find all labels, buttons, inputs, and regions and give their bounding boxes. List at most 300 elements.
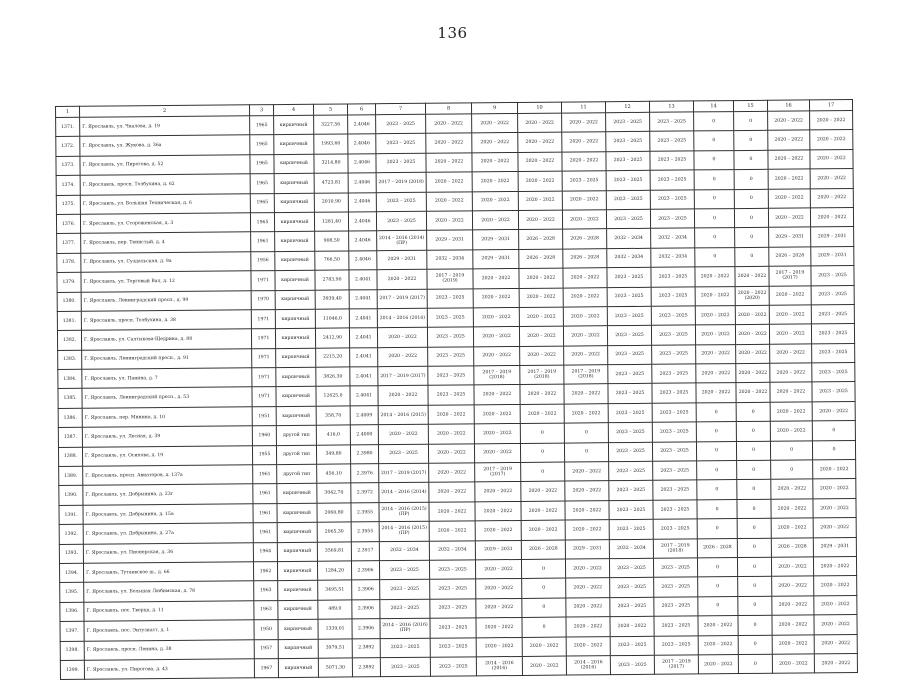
- table-cell: 2026 – 2028: [519, 229, 563, 249]
- table-cell: 1965: [250, 116, 274, 136]
- table-cell: 2020 – 2022: [474, 424, 520, 444]
- table-cell: 2020 – 2022: [472, 133, 518, 153]
- column-header: 17: [809, 100, 852, 111]
- table-cell: 1378.: [57, 253, 81, 273]
- table-cell: 2020 – 2022: [519, 288, 563, 308]
- table-cell: 2020 – 2022: [768, 111, 810, 131]
- table-cell: 0: [738, 615, 772, 635]
- table-cell: 2023 – 2025: [608, 345, 652, 365]
- table-cell: 2.4046: [348, 115, 376, 135]
- table-cell: 1390.: [59, 486, 83, 506]
- table-cell: 1971: [252, 368, 276, 388]
- table-cell: другой тип: [276, 425, 316, 445]
- table-cell: 2017 – 2019 (2017): [379, 463, 429, 483]
- table-cell: кирпичный: [274, 173, 314, 193]
- table-cell: Г. Ярославль, ул. Добрынина, д. 27а: [83, 523, 253, 544]
- table-cell: Г. Ярославль, Тутаевское ш., д. 66: [83, 562, 253, 583]
- table-cell: 2020 – 2022: [810, 149, 853, 169]
- table-cell: 2014 – 2016 (2016): [476, 656, 522, 676]
- table-cell: 2023 – 2025: [376, 153, 426, 173]
- table-cell: 2023 – 2025: [609, 481, 653, 501]
- table-cell: 1392.: [59, 524, 83, 544]
- table-cell: 2020 – 2022: [429, 521, 475, 541]
- column-header: 16: [767, 100, 809, 111]
- table-cell: 1960: [252, 426, 276, 446]
- table-cell: кирпичный: [277, 522, 317, 542]
- table-cell: 2020 – 2022: [521, 520, 565, 540]
- column-header: 10: [517, 102, 561, 113]
- table-cell: 5071,30: [318, 658, 352, 678]
- table-cell: 2020 – 2022: [426, 211, 472, 231]
- table-cell: 2020 – 2022: [563, 268, 607, 288]
- table-cell: 2020 – 2022: [698, 616, 738, 636]
- table-cell: 2029 – 2031: [811, 246, 854, 266]
- table-cell: 2.3917: [351, 541, 379, 561]
- table-cell: 1967: [254, 659, 278, 679]
- table-cell: 2017 – 2019 (2019): [427, 269, 473, 289]
- column-header: 7: [375, 103, 425, 114]
- table-cell: Г. Ярославль, ул. Пионерская, д. 36: [83, 542, 253, 563]
- table-cell: 2026 – 2028: [519, 249, 563, 269]
- table-cell: 2020 – 2022: [475, 501, 521, 521]
- table-cell: 2023 – 2025: [608, 423, 652, 443]
- table-cell: 1971: [252, 348, 276, 368]
- table-cell: 1963: [254, 581, 278, 601]
- table-cell: 2020 – 2022: [429, 463, 475, 483]
- table-cell: Г. Ярославль, Ленинградский просп., д. 99: [81, 290, 251, 311]
- table-cell: 2020 – 2022: [810, 207, 853, 227]
- table-cell: 2020 – 2022: [472, 191, 518, 211]
- table-cell: кирпичный: [275, 232, 315, 252]
- table-cell: кирпичный: [274, 212, 314, 232]
- table-cell: 2023 – 2025: [652, 403, 696, 423]
- table-cell: 2.4041: [349, 270, 377, 290]
- table-cell: 2014 – 2016 (2015): [378, 405, 428, 425]
- table-cell: 2023 – 2025: [428, 385, 474, 405]
- table-cell: 0: [735, 228, 769, 248]
- table-cell: 2026 – 2028: [769, 247, 811, 267]
- column-header: 9: [471, 102, 517, 113]
- table-cell: 1379.: [57, 272, 81, 292]
- table-cell: 0: [737, 499, 771, 519]
- table-cell: кирпичный: [278, 581, 318, 601]
- table-cell: 2020 – 2022: [814, 634, 857, 654]
- table-cell: 2020 – 2022: [426, 172, 472, 192]
- table-cell: 2.3972: [351, 483, 379, 503]
- table-cell: 2020 – 2022: [518, 152, 562, 172]
- table-cell: 1381.: [57, 311, 81, 331]
- table-cell: 2020 – 2022: [813, 498, 856, 518]
- table-cell: 1951: [252, 406, 276, 426]
- table-cell: 1281,40: [314, 212, 348, 232]
- table-cell: 2020 – 2022: [472, 172, 518, 192]
- table-cell: 0: [698, 596, 738, 616]
- table-cell: 3826,30: [316, 367, 350, 387]
- table-cell: 0: [697, 461, 737, 481]
- table-cell: 2023 – 2025: [652, 383, 696, 403]
- table-cell: 2029 – 2031: [427, 230, 473, 250]
- table-cell: 2023 – 2025: [427, 327, 473, 347]
- table-cell: 1965: [250, 135, 274, 155]
- table-cell: 2020 – 2022: [565, 520, 609, 540]
- table-cell: 2020 – 2022: [698, 654, 738, 674]
- table-cell: 1965: [250, 154, 274, 174]
- table-cell: 1961: [253, 465, 277, 485]
- table-cell: Г. Ярославль, просп. Толбухина, д. 38: [81, 310, 251, 331]
- table-cell: 0: [564, 423, 608, 443]
- table-cell: 1971: [251, 329, 275, 349]
- table-cell: 0: [697, 480, 737, 500]
- table-cell: кирпичный: [278, 658, 318, 678]
- table-cell: 2.4046: [348, 212, 376, 232]
- table-cell: 2023 – 2025: [430, 657, 476, 677]
- table-cell: кирпичный: [275, 309, 315, 329]
- table-cell: 2020 – 2022: [564, 384, 608, 404]
- table-cell: 0: [696, 441, 736, 461]
- table-cell: 0: [737, 460, 771, 480]
- table-cell: 2023 – 2025: [651, 325, 695, 345]
- table-cell: 2020 – 2022: [521, 481, 565, 501]
- table-cell: кирпичный: [274, 193, 314, 213]
- table-cell: 2020 – 2022: [429, 482, 475, 502]
- table-cell: 2020 – 2022: [562, 210, 606, 230]
- table-cell: 2020 – 2022: [696, 364, 736, 384]
- table-cell: кирпичный: [278, 639, 318, 659]
- table-cell: 2.3906: [352, 580, 380, 600]
- table-cell: 2020 – 2022: [771, 499, 813, 519]
- table-cell: 2020 – 2022: [473, 269, 519, 289]
- column-header: 6: [347, 104, 375, 115]
- table-cell: 2023 – 2025: [610, 578, 654, 598]
- table-cell: 2023 – 2025: [607, 306, 651, 326]
- table-cell: 2023 – 2025: [606, 209, 650, 229]
- table-cell: 1387.: [58, 428, 82, 448]
- table-cell: кирпичный: [276, 367, 316, 387]
- table-cell: 2020 – 2022: [770, 382, 812, 402]
- table-cell: 2032 – 2034: [607, 229, 651, 249]
- table-cell: 2032 – 2034: [429, 540, 475, 560]
- table-cell: 0: [736, 422, 770, 442]
- table-cell: 2020 – 2022: [736, 363, 770, 383]
- table-cell: Г. Ярославль, ул. Жукова, д. 36а: [80, 135, 250, 156]
- table-cell: 2020 – 2022: [475, 482, 521, 502]
- table-cell: 2023 – 2025: [610, 636, 654, 656]
- table-cell: 2020 – 2022: [735, 266, 769, 286]
- table-cell: 0: [734, 131, 768, 151]
- table-cell: 2023 – 2025: [811, 324, 854, 344]
- table-cell: 2032 – 2034: [427, 250, 473, 270]
- table-cell: 0: [521, 559, 565, 579]
- table-cell: 2023 – 2025: [608, 364, 652, 384]
- table-cell: 0: [694, 150, 734, 170]
- table-cell: 0: [734, 189, 768, 209]
- table-cell: Г. Ярославль, ул. Чкалова, д. 19: [80, 116, 250, 137]
- table-cell: 2023 – 2025: [812, 363, 855, 383]
- table-cell: 1383.: [58, 350, 82, 370]
- table-cell: Г. Ярославль, ул. Торговый Вал, д. 12: [81, 271, 251, 292]
- table-cell: 0: [812, 440, 855, 460]
- table-cell: Г. Ярославль, Ленинградский просп., д. 91: [82, 348, 252, 369]
- table-cell: 2023 – 2025: [609, 500, 653, 520]
- table-cell: кирпичный: [277, 542, 317, 562]
- table-cell: 2023 – 2025: [811, 285, 854, 305]
- table-cell: 1394.: [59, 563, 83, 583]
- table-cell: 1382.: [57, 331, 81, 351]
- table-cell: 0: [520, 443, 564, 463]
- table-cell: 2023 – 2025: [376, 114, 426, 134]
- table-cell: 2014 – 2016 (2014) (ПР): [377, 231, 427, 251]
- table-cell: 2020 – 2022: [476, 579, 522, 599]
- table-cell: 0: [695, 228, 735, 248]
- table-cell: 2020 – 2022: [377, 328, 427, 348]
- table-cell: 2.4046: [349, 250, 377, 270]
- table-cell: 2020 – 2022: [519, 307, 563, 327]
- table-cell: 456,10: [317, 464, 351, 484]
- table-cell: 2.4041: [350, 386, 378, 406]
- table-cell: 2020 – 2022: [473, 327, 519, 347]
- table-cell: 1965: [250, 213, 274, 233]
- table-cell: 2020 – 2022: [695, 325, 735, 345]
- table-cell: кирпичный: [276, 406, 316, 426]
- table-cell: 2020 – 2022: [521, 501, 565, 521]
- table-cell: 2023 – 2025: [610, 655, 654, 675]
- table-cell: 3495,51: [318, 580, 352, 600]
- table-cell: кирпичный: [277, 484, 317, 504]
- table-cell: 2023 – 2025: [651, 267, 695, 287]
- table-cell: 2023 – 2025: [380, 599, 430, 619]
- table-cell: 2023 – 2025: [652, 422, 696, 442]
- table-cell: 2014 – 2016 (2014): [379, 483, 429, 503]
- table-cell: 2020 – 2022: [735, 305, 769, 325]
- table-cell: 2023 – 2025: [650, 209, 694, 229]
- table-cell: 2020 – 2022: [518, 132, 562, 152]
- table-cell: 2023 – 2025: [650, 112, 694, 132]
- table-cell: 0: [697, 519, 737, 539]
- table-cell: кирпичный: [274, 115, 314, 135]
- table-cell: 2020 – 2022: [518, 210, 562, 230]
- table-cell: 2020 – 2022: [564, 404, 608, 424]
- table-cell: 2020 – 2022: [426, 153, 472, 173]
- table-cell: 2032 – 2034: [609, 539, 653, 559]
- table-cell: 2020 – 2022: [771, 557, 813, 577]
- table-cell: 3214,80: [314, 154, 348, 174]
- table-cell: 2023 – 2025: [652, 364, 696, 384]
- table-cell: 0: [771, 460, 813, 480]
- table-cell: другой тип: [277, 464, 317, 484]
- column-header: 3: [249, 105, 273, 116]
- table-cell: 2020 – 2022: [426, 114, 472, 134]
- table-cell: 0: [696, 402, 736, 422]
- column-header: 8: [425, 103, 471, 114]
- table-cell: 2020 – 2022: [566, 617, 610, 637]
- table-cell: 2020 – 2022: [378, 347, 428, 367]
- table-cell: 2023 – 2025: [430, 599, 476, 619]
- table-cell: 3979,51: [318, 638, 352, 658]
- table-cell: 2023 – 2025: [430, 637, 476, 657]
- table-cell: 2020 – 2022: [428, 405, 474, 425]
- table-cell: 2020 – 2022: [814, 615, 857, 635]
- table-cell: 2020 – 2022: [475, 521, 521, 541]
- table-cell: 11046,0: [315, 309, 349, 329]
- table-cell: 2020 – 2022: [814, 576, 857, 596]
- table-cell: 1971: [251, 271, 275, 291]
- table-cell: 0: [694, 112, 734, 132]
- table-cell: кирпичный: [274, 154, 314, 174]
- table-cell: 2023 – 2025: [651, 286, 695, 306]
- table-cell: 0: [770, 441, 812, 461]
- table-cell: 2023 – 2025: [606, 190, 650, 210]
- table-cell: 0: [736, 402, 770, 422]
- table-cell: 2023 – 2025: [609, 519, 653, 539]
- table-cell: 2020 – 2022: [768, 208, 810, 228]
- table-cell: 2026 – 2028: [563, 229, 607, 249]
- table-cell: Г. Ярославль, ул. Суздальская, д. 9а: [81, 252, 251, 273]
- table-cell: 2.3906: [352, 619, 380, 639]
- page-number: 136: [437, 24, 468, 42]
- table-cell: 2023 – 2025: [380, 657, 430, 677]
- table-cell: 489,0: [318, 600, 352, 620]
- table-cell: 2020 – 2022: [770, 344, 812, 364]
- table-cell: 2017 – 2019 (2018): [474, 366, 520, 386]
- table-cell: 1375.: [56, 195, 80, 215]
- table-cell: 2023 – 2025: [608, 403, 652, 423]
- table-cell: 766,50: [315, 251, 349, 271]
- table-cell: 2020 – 2022: [520, 385, 564, 405]
- table-cell: 2023 – 2025: [380, 580, 430, 600]
- table-cell: 1374.: [56, 175, 80, 195]
- document-table-wrap: [55, 99, 851, 680]
- table-cell: 2020 – 2022: [771, 518, 813, 538]
- table-cell: Г. Ярославль, пер. Тенистый, д. 4: [81, 232, 251, 253]
- table-cell: 2029 – 2031: [811, 227, 854, 247]
- table-cell: 2020 – 2022: [566, 597, 610, 617]
- table-cell: 1399.: [60, 660, 84, 680]
- table-cell: 2020 – 2022: [812, 401, 855, 421]
- table-cell: 1395.: [60, 583, 84, 603]
- table-cell: 2014 – 2016 (2015) (ПР): [379, 502, 429, 522]
- table-cell: 2020 – 2022: [519, 268, 563, 288]
- table-cell: Г. Ярославль, пос. Энтузиаст, д. 1: [84, 620, 254, 641]
- table-cell: 2020 – 2022: [565, 500, 609, 520]
- table-cell: кирпичный: [278, 619, 318, 639]
- table-cell: 2020 – 2022: [698, 635, 738, 655]
- table-cell: 2023 – 2025: [812, 382, 855, 402]
- table-cell: 0: [522, 578, 566, 598]
- table-cell: 2014 – 2016 (2016) (ПР): [380, 618, 430, 638]
- table-cell: 1372.: [56, 137, 80, 157]
- table-cell: 2023 – 2025: [654, 616, 698, 636]
- table-cell: 0: [697, 499, 737, 519]
- table-cell: кирпичный: [277, 503, 317, 523]
- table-cell: 349,80: [316, 445, 350, 465]
- table-cell: 0: [736, 441, 770, 461]
- table-cell: 3939,40: [315, 289, 349, 309]
- table-cell: 2014 – 2016 (2015) (ПР): [379, 521, 429, 541]
- table-cell: 2014 – 2016 (2016): [566, 656, 610, 676]
- table-cell: 2020 – 2022: [474, 404, 520, 424]
- table-cell: 1389.: [59, 466, 83, 486]
- table-cell: 2020 – 2022: [565, 559, 609, 579]
- table-cell: 2020 – 2022: [562, 151, 606, 171]
- table-cell: 2023 – 2025: [654, 577, 698, 597]
- table-cell: 2020 – 2022: [695, 267, 735, 287]
- table-cell: 2.3955: [351, 503, 379, 523]
- table-cell: 2215,20: [316, 348, 350, 368]
- table-cell: 1963: [254, 600, 278, 620]
- table-cell: 0: [698, 577, 738, 597]
- table-cell: Г. Ярославль, просп. Ленина, д. 38: [84, 639, 254, 660]
- table-cell: 1962: [253, 562, 277, 582]
- table-cell: 2023 – 2025: [653, 461, 697, 481]
- table-cell: 2.3892: [352, 638, 380, 658]
- table-cell: 2017 – 2019 (2018): [653, 539, 697, 559]
- column-header: 15: [733, 100, 767, 111]
- table-cell: 1961: [253, 523, 277, 543]
- table-cell: 2020 – 2022: [562, 132, 606, 152]
- table-cell: 2023 – 2025: [608, 442, 652, 462]
- table-cell: 2023 – 2025: [811, 304, 854, 324]
- table-cell: 2023 – 2025: [654, 635, 698, 655]
- table-cell: 2023 – 2025: [609, 461, 653, 481]
- table-cell: 2.4009: [350, 406, 378, 426]
- table-cell: 2029 – 2031: [377, 250, 427, 270]
- table-cell: 2020 – 2022: [810, 169, 853, 189]
- table-cell: 0: [697, 558, 737, 578]
- table-cell: кирпичный: [275, 251, 315, 271]
- table-cell: 2020 – 2022: [378, 425, 428, 445]
- table-cell: 2017 – 2019 (2018): [564, 365, 608, 385]
- table-cell: 2017 – 2019 (2017): [378, 366, 428, 386]
- table-cell: 1376.: [56, 214, 80, 234]
- table-cell: 2023 – 2025: [606, 132, 650, 152]
- table-cell: 0: [734, 169, 768, 189]
- table-cell: 2065,30: [317, 522, 351, 542]
- table-cell: 0: [696, 422, 736, 442]
- table-cell: 2010,90: [314, 193, 348, 213]
- table-cell: 2023 – 2025: [609, 558, 653, 578]
- table-cell: 0: [812, 421, 855, 441]
- table-cell: 1956: [251, 251, 275, 271]
- table-cell: 2020 – 2022: [428, 424, 474, 444]
- table-cell: 2020 – 2022: [768, 169, 810, 189]
- table-cell: 2020 – 2022: [474, 346, 520, 366]
- table-cell: 2020 – 2022: [563, 326, 607, 346]
- table-cell: 2020 – 2022: [770, 402, 812, 422]
- table-cell: 0: [738, 596, 772, 616]
- table-cell: 1970: [251, 290, 275, 310]
- table-cell: 2020 – 2022: [562, 113, 606, 133]
- table-cell: 2020 – 2022: [566, 636, 610, 656]
- table-cell: 2020 – 2022: [769, 285, 811, 305]
- table-cell: 2020 – 2022: [736, 344, 770, 364]
- table-cell: 358,70: [316, 406, 350, 426]
- table-cell: 1971: [252, 387, 276, 407]
- table-cell: 2.4041: [350, 347, 378, 367]
- table-cell: 2020 – 2022: [428, 443, 474, 463]
- table-cell: 2060,80: [317, 503, 351, 523]
- table-cell: 2020 – 2022: [518, 191, 562, 211]
- table-cell: Г. Ярославль, ул. Большая Техническая, д. 6: [80, 193, 250, 214]
- table-cell: 2020 – 2022: [520, 346, 564, 366]
- table-cell: Г. Ярославль, ул. Добрынина, д. 15а: [83, 504, 253, 525]
- table-cell: 2020 – 2022: [810, 111, 853, 131]
- column-header: 14: [693, 101, 733, 112]
- table-cell: 3042,70: [317, 483, 351, 503]
- table-cell: 2017 – 2019 (2017): [654, 655, 698, 675]
- table-cell: кирпичный: [275, 329, 315, 349]
- table-cell: 2020 – 2022: [563, 307, 607, 327]
- table-cell: 2020 – 2022: [769, 305, 811, 325]
